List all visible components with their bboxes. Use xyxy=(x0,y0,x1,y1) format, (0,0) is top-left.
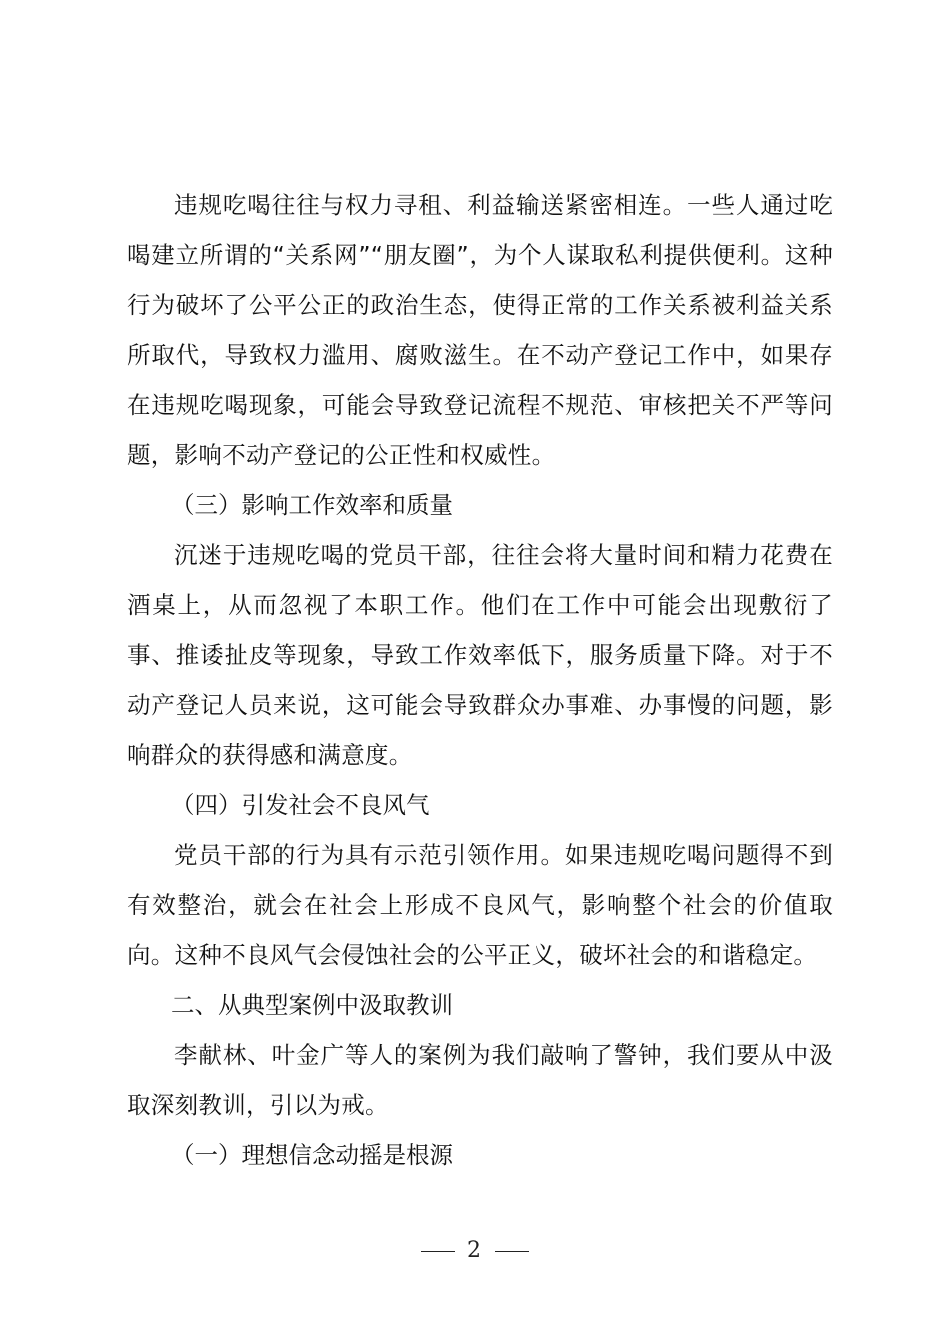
footer-dash-left xyxy=(421,1251,455,1252)
section-heading: （一）理想信念动摇是根源 xyxy=(171,1141,453,1169)
paragraph: 李献林、叶金广等人的案例为我们敲响了警钟，我们要从中汲取深刻教训，引以为戒。 xyxy=(127,1041,833,1119)
paragraph: 党员干部的行为具有示范引领作用。如果违规吃喝问题得不到有效整治，就会在社会上形成不良风气，影响整个社会的价值取向。这种不良风气会侵蚀社会的公平正义，破坏社会的和谐稳定。 xyxy=(127,841,833,969)
section-heading: 二、从典型案例中汲取教训 xyxy=(171,991,453,1019)
page-footer xyxy=(0,1238,950,1263)
paragraph: 违规吃喝往往与权力寻租、利益输送紧密相连。一些人通过吃喝建立所谓的“关系网”“朋友圈”，为个人谋取私利提供便利。这种行为破坏了公平公正的政治生态，使得正常的工作关系被利益关系所取代，导致权力滥用、腐败滋生。在不动产登记工作中，如果存在违规吃喝现象，可能会导致登记流程不规范、审核把关不严等问题，影响不动产登记的公正性和权威性。 xyxy=(127,191,833,469)
section-heading: （三）影响工作效率和质量 xyxy=(171,491,453,519)
section-heading: （四）引发社会不良风气 xyxy=(171,791,430,819)
paragraph: 沉迷于违规吃喝的党员干部，往往会将大量时间和精力花费在酒桌上，从而忽视了本职工作。他们在工作中可能会出现敷衍了事、推诿扯皮等现象，导致工作效率低下，服务质量下降。对于不动产登记人员来说，这可能会导致群众办事难、办事慢的问题，影响群众的获得感和满意度。 xyxy=(127,541,833,769)
document-body xyxy=(127,180,833,1180)
page-number: 2 xyxy=(467,1238,483,1263)
footer-dash-right xyxy=(495,1251,529,1252)
